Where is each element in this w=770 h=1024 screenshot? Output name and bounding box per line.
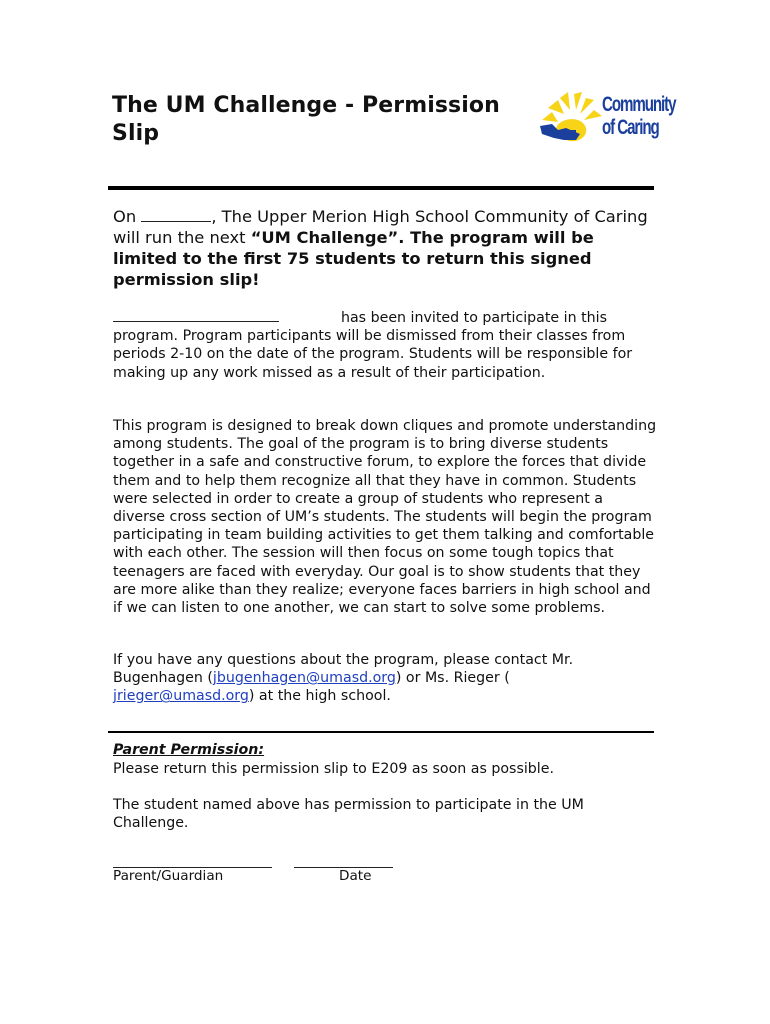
intro-prefix: On xyxy=(113,207,137,226)
header-divider xyxy=(108,186,654,190)
invite-text: has been invited to participate in this program. Program participants will be dismissed from their classes from periods 2-10 on the date of the program. Students will be responsible for making up any work missed as a result of their participation. xyxy=(113,310,633,381)
return-instructions: Please return this permission slip to E209 as soon as possible. xyxy=(113,761,554,777)
intro-text: , The Upper Merion High School Community of Caring will run the next xyxy=(113,207,648,247)
questions-text-1: If you have any questions about the program, please contact Mr. Bugenhagen ( xyxy=(113,652,574,687)
date-label: Date xyxy=(339,868,372,884)
program-description-paragraph: This program is designed to break down cliques and promote understanding among students. The goal of the program is to bring diverse students together in a safe and constructive forum, to explore the forces that divide them and to help them recognize all that they have in common. Students were selected in order to create a group of students who represent a diverse cross section of UM’s students. The students will begin the program participating in team building activities to get them talking and comfortable with each other. The session will then focus on some tough topics that teenagers are faced with everyday. Our goal is to show students that they are more alike than they realize; everyone faces barriers in high school and if we can listen to one another, we can start to solve some problems. xyxy=(113,418,657,617)
date-blank-line xyxy=(141,209,211,222)
community-of-caring-logo xyxy=(536,90,681,152)
student-name-blank-line xyxy=(113,309,279,322)
intro-paragraph xyxy=(113,206,653,290)
questions-paragraph xyxy=(113,651,658,706)
page-title: The UM Challenge - Permission Slip xyxy=(112,93,500,146)
intro-bold-text: “UM Challenge”. The program will be limited to the first 75 students to return this signed permission slip! xyxy=(113,228,594,289)
questions-text-2: ) or Ms. Rieger ( xyxy=(395,670,510,687)
logo-word-of-caring: of Caring xyxy=(602,116,659,139)
consent-statement: The student named above has permission to participate in the UM Challenge. xyxy=(113,797,584,832)
parent-permission-heading: Parent Permission: xyxy=(113,742,265,758)
sunburst-hand-icon xyxy=(536,90,606,152)
rieger-email-link[interactable]: jrieger@umasd.org xyxy=(113,688,249,705)
section-divider xyxy=(108,731,654,733)
logo-word-community: Community xyxy=(602,93,676,116)
bugenhagen-email-link[interactable]: jbugenhagen@umasd.org xyxy=(212,670,396,687)
invite-paragraph xyxy=(113,309,658,382)
parent-guardian-label: Parent/Guardian xyxy=(113,868,224,884)
questions-text-3: ) at the high school. xyxy=(248,688,391,705)
